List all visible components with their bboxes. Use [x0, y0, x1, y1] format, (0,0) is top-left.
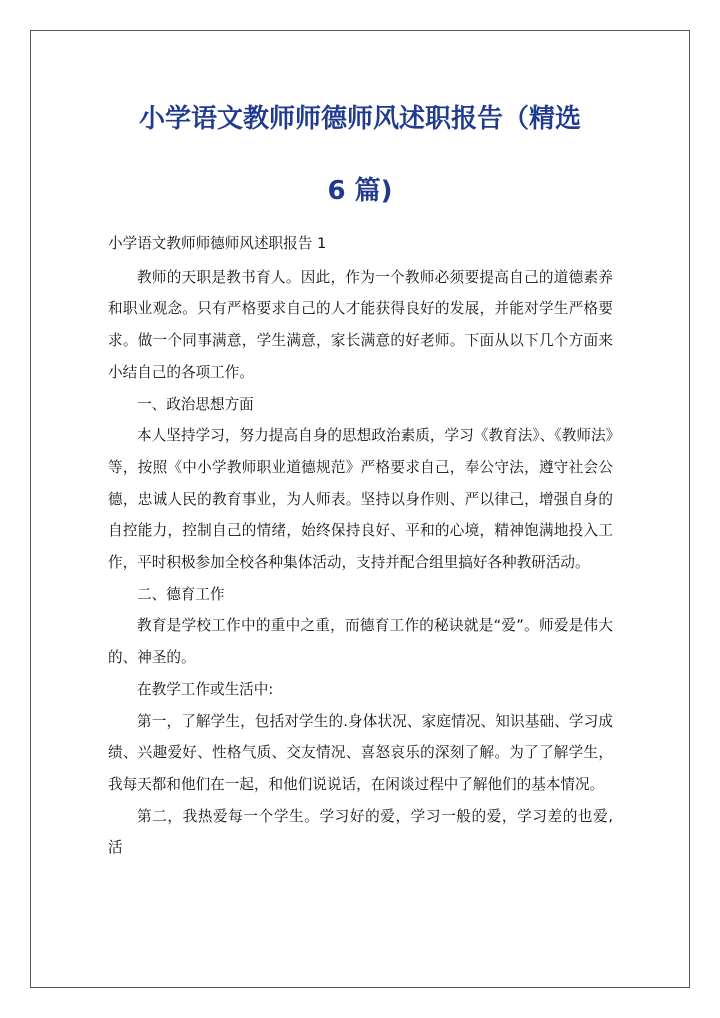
document-body [108, 228, 613, 864]
paragraph-second: 第二，我热爱每一个学生。学习好的爱，学习一般的爱，学习差的也爱, 活 [108, 807, 613, 857]
section-subtitle: 小学语文教师师德师风述职报告 1 [108, 235, 327, 252]
title-line-2: 6 篇) [327, 176, 393, 206]
paragraph-teaching-life: 在教学工作或生活中: [137, 680, 274, 698]
paragraph-intro: 教师的天职是教书育人。因此，作为一个教师必须要提高自己的道德素养和职业观念。只有严格要求自己的人才能获得良好的发展，并能对学生严格要求。做一个同事满意，学生满意，家长满意的好老师。下面从以下几个方面来小结自己的各项工作。 [108, 268, 613, 381]
document-title [96, 83, 624, 227]
section-heading-political: 一、政治思想方面 [137, 395, 254, 413]
title-line-1: 小学语文教师师德师风述职报告（精选 [138, 104, 581, 134]
paragraph-political: 本人坚持学习，努力提高自身的思想政治素质，学习《教育法》、《教师法》等，按照《中小学教师职业道德规范》严格要求自己，奉公守法，遵守社会公德，忠诚人民的教育事业，为人师表。坚持以身作则、严以律己，增强自身的自控能力，控制自己的情绪，始终保持良好、平和的心境，精神饱满地投入工作，平时积极参加全校各种集体活动，支持并配合组里搞好各种教研活动。 [108, 427, 613, 572]
section-heading-moral: 二、德育工作 [137, 585, 225, 603]
paragraph-moral: 教育是学校工作中的重中之重，而德育工作的秘诀就是“爱”。师爱是伟大的、神圣的。 [108, 617, 613, 667]
paragraph-first: 第一，了解学生，包括对学生的.身体状况、家庭情况、知识基础、学习成绩、兴趣爱好、性格气质、交友情况、喜怒哀乐的深刻了解。为了了解学生，我每天都和他们在一起，和他们说说话，在闲谈过程中了解他们的基本情况。 [108, 712, 613, 793]
